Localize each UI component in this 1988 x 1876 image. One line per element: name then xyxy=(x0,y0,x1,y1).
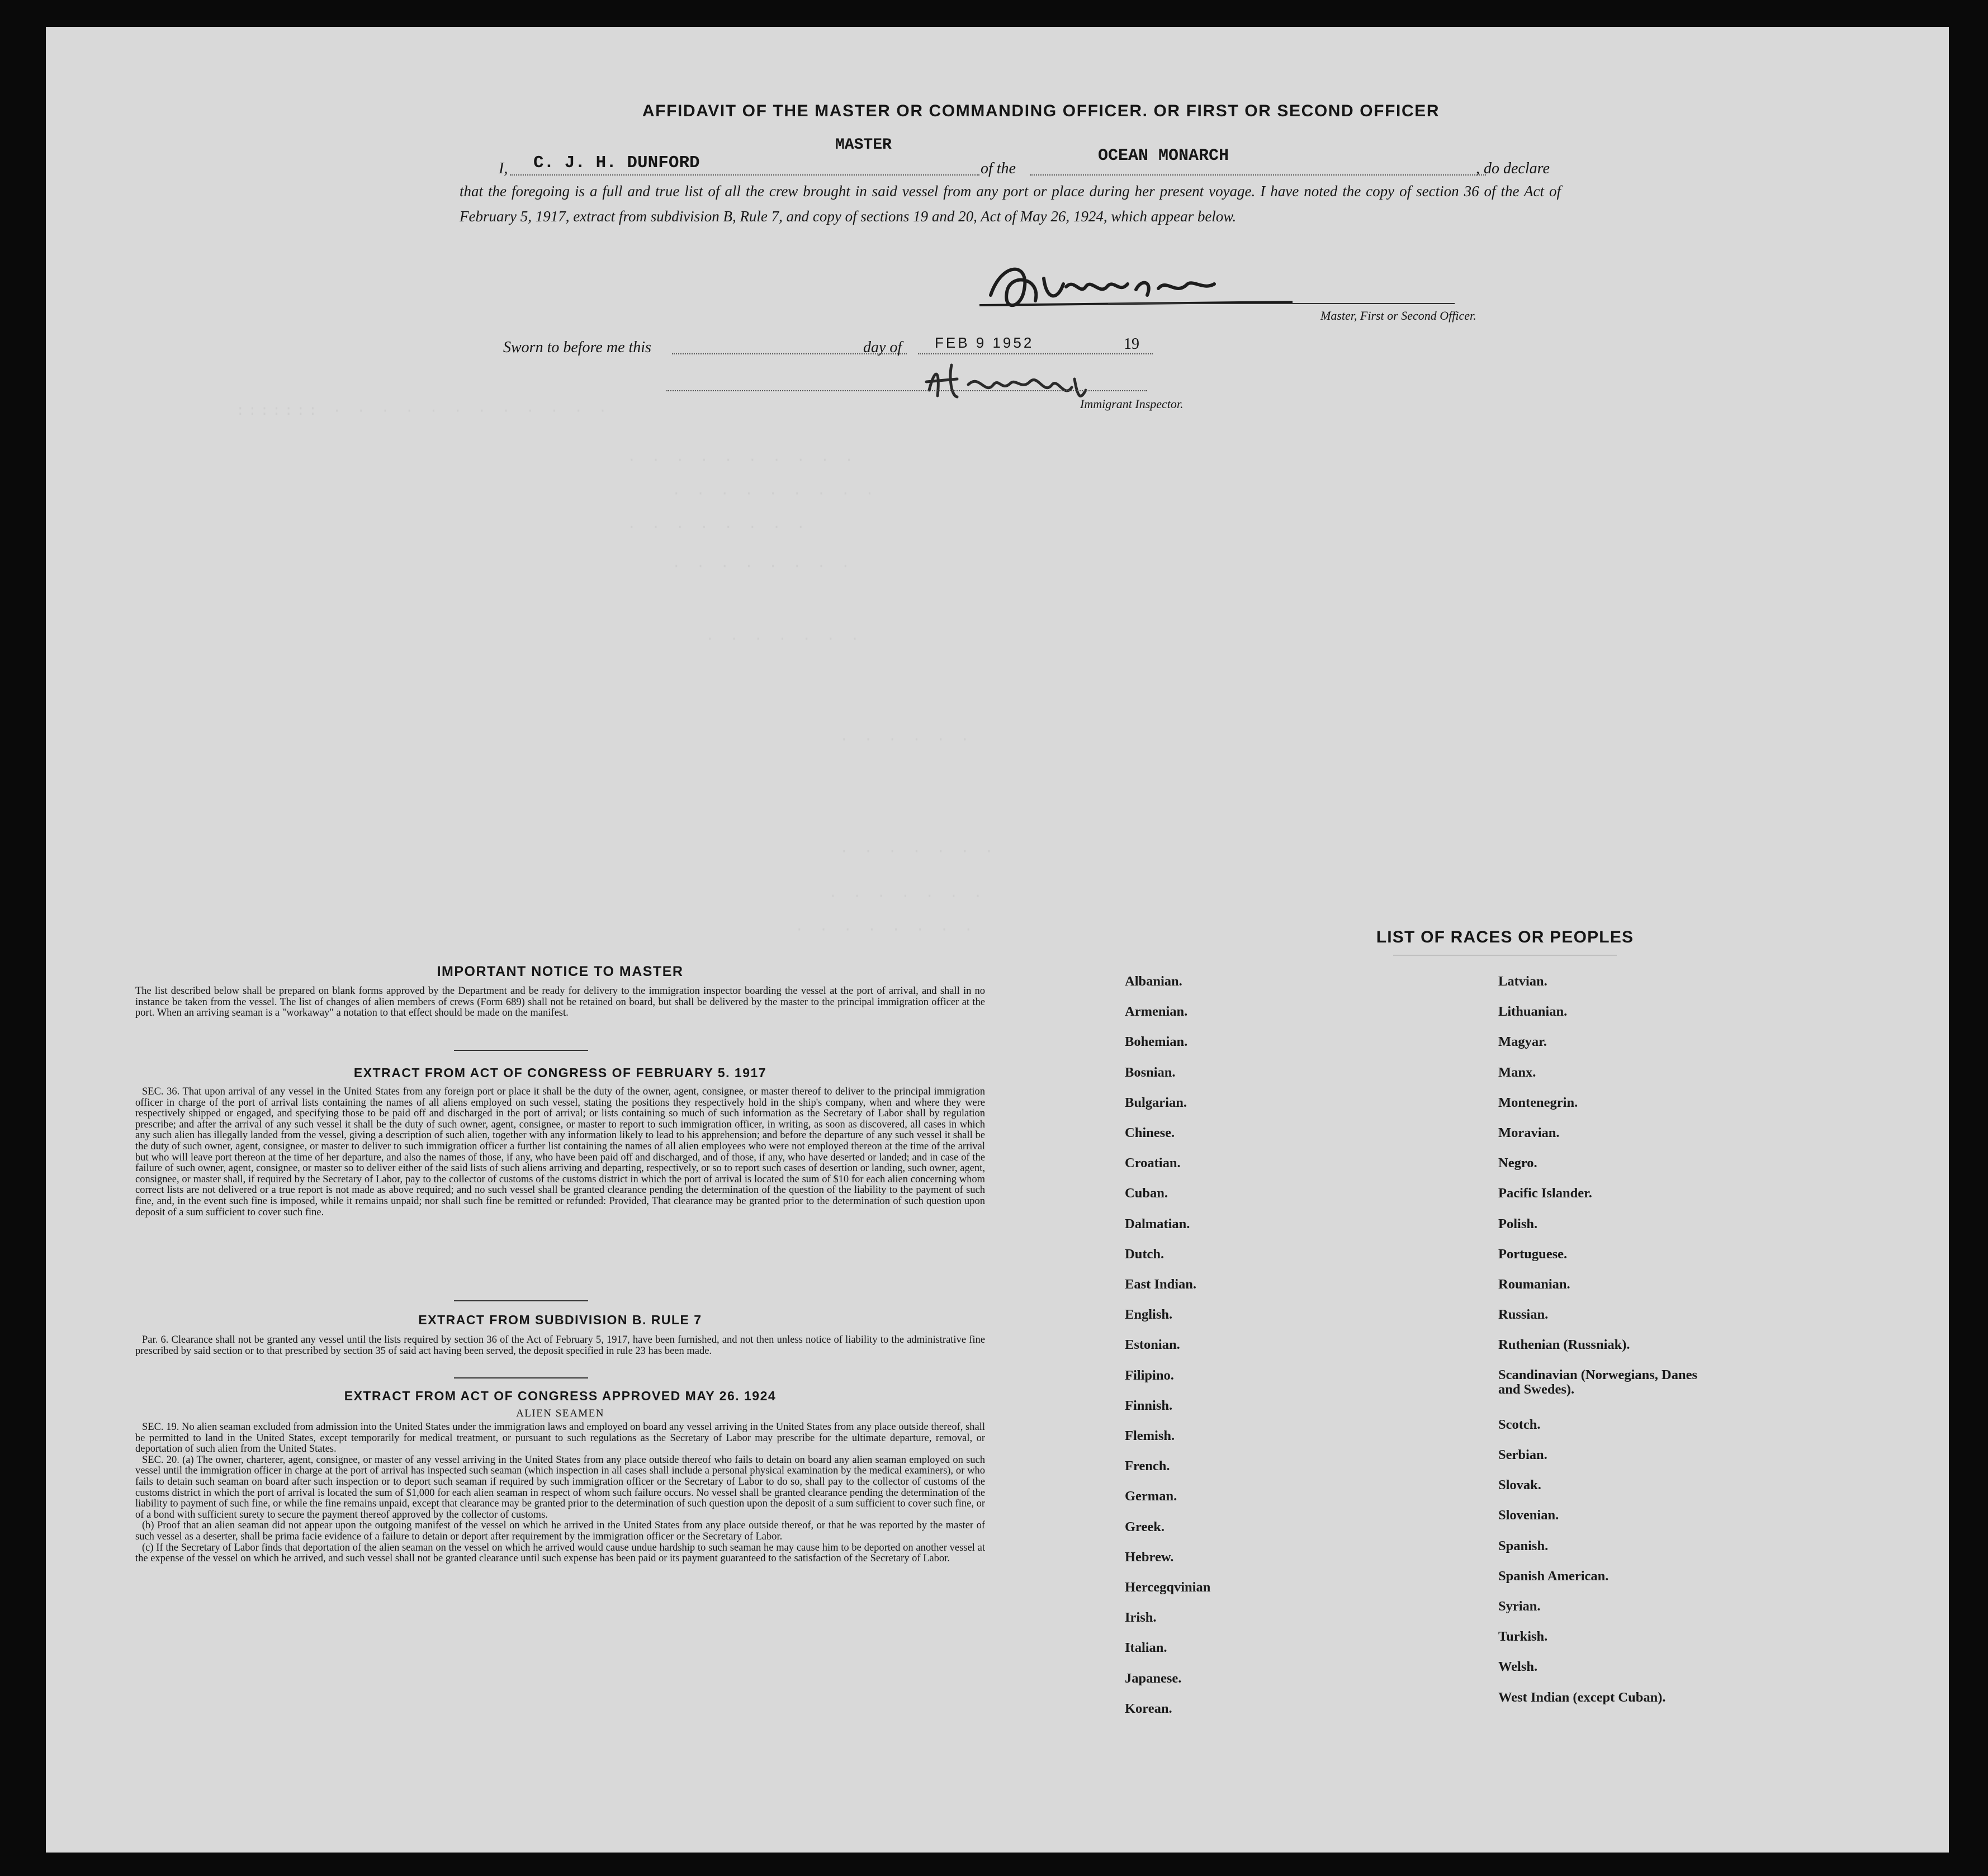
extract-1924-paragraph: SEC. 20. (a) The owner, charterer, agent, consignee, or master of any vessel arriving in the United States from any place outside thereof who fails to detain on board any alien seaman employed on such vessel until the immigration officer in charge at the port of arrival has inspected such seaman (which inspection in all cases shall include a personal physical examination by the medical examiners), or who fails to detain such seaman on board after such inspection or to deport such seaman if required by such immigration officer or the Secretary of Labor to do so, shall pay to the collector of customs of the customs district in which the port of arrival is located the sum of $1,000 for each alien seaman in respect of whom such failure occurs. No vessel shall be granted clearance pending the determination of the liability to payment of such fine, or while the fine remains unpaid, except that clearance may be granted prior to the determination of such question upon the deposit of a sum sufficient to cover such fine, or of a bond with sufficient surety to secure the payment thereof approved by the collector of customs. xyxy=(135,1454,985,1520)
do-declare-label: , do declare xyxy=(1476,160,1550,177)
extract-1924-paragraph: (c) If the Secretary of Labor finds that deportation of the alien seaman on the vessel on which he arrived would cause undue hardship to such seaman he may cause him to be deported on another vessel at the expense of the vessel on which he arrived, and such vessel shall not be granted clearance until such expense has been paid or its payment guaranteed to the satisfaction of the Secretary of Labor. xyxy=(135,1542,985,1565)
race-item: Filipino. xyxy=(1125,1367,1174,1383)
race-item: Hercegqvinian xyxy=(1125,1580,1211,1595)
extract-1924-paragraph: (b) Proof that an alien seaman did not appear upon the outgoing manifest of the vessel on which he arrived in the United States from any place outside thereof, or that he was reported by the master of such vessel as a deserter, shall be prima facie evidence of a failure to detain or deport after requirement by the immigration officer or the Secretary of Labor. xyxy=(135,1520,985,1542)
race-item: Finnish. xyxy=(1125,1397,1173,1413)
race-item: Armenian. xyxy=(1125,1004,1188,1020)
race-item: Moravian. xyxy=(1498,1125,1560,1140)
extract-1924-body xyxy=(135,1422,985,1565)
race-item: Pacific Islander. xyxy=(1498,1186,1592,1201)
race-item: Dutch. xyxy=(1125,1246,1165,1262)
race-item: Croatian. xyxy=(1125,1155,1181,1171)
affidavit-body: that the foregoing is a full and true list of all the crew brought in said vessel from any port or place during her present voyage. I have noted the copy of section 36 of the Act of February 5, 1917, extract from subdivision B, Rule 7, and copy of sections 19 and 20, Act of May 26, 1924, which appear below. xyxy=(460,183,1561,225)
race-item: Slovenian. xyxy=(1498,1508,1559,1523)
race-item: Korean. xyxy=(1125,1700,1172,1716)
race-item: Bohemian. xyxy=(1125,1034,1188,1050)
race-item: Syrian. xyxy=(1498,1599,1541,1614)
race-item: Polish. xyxy=(1498,1216,1538,1231)
day-of-label: day of xyxy=(863,339,902,356)
race-item: Dalmatian. xyxy=(1125,1216,1190,1231)
race-item: Flemish. xyxy=(1125,1428,1175,1443)
race-item: Magyar. xyxy=(1498,1034,1547,1050)
race-item: Hebrew. xyxy=(1125,1549,1174,1565)
race-item: Turkish. xyxy=(1498,1629,1548,1645)
master-signature xyxy=(968,256,1304,323)
race-item: Welsh. xyxy=(1498,1659,1538,1675)
year-suffix: 19 xyxy=(1124,335,1139,353)
date-stamp: FEB 9 1952 xyxy=(935,334,1034,351)
race-item: Irish. xyxy=(1125,1610,1157,1626)
sworn-label: Sworn to before me this xyxy=(503,339,651,356)
race-item: Negro. xyxy=(1498,1155,1537,1171)
race-item: Bulgarian. xyxy=(1125,1095,1187,1110)
race-item: Slovak. xyxy=(1498,1477,1541,1493)
extract-rule7-text: Par. 6. Clearance shall not be granted any vessel until the lists required by section 36 of the Act of February 5, 1917, have been furnished, and not then unless notice of liability to the administrative fine prescribed by said section or to that prescribed by section 35 of said act having been served, the deposit specified in rule 23 has been made. xyxy=(135,1334,985,1357)
race-item: English. xyxy=(1125,1307,1173,1323)
master-signature-caption: Master, First or Second Officer. xyxy=(1320,309,1476,323)
race-item: Portuguese. xyxy=(1498,1246,1568,1262)
affidavit-i-label: I, xyxy=(499,160,508,177)
race-item: Serbian. xyxy=(1498,1447,1547,1462)
race-item: Russian. xyxy=(1498,1307,1549,1323)
race-item: Latvian. xyxy=(1498,974,1547,989)
extract-1924-title: EXTRACT FROM ACT OF CONGRESS APPROVED MAY 26. 1924 xyxy=(344,1389,777,1403)
race-item: Estonian. xyxy=(1125,1337,1180,1353)
race-item: Roumanian. xyxy=(1498,1277,1570,1292)
race-item: Chinese. xyxy=(1125,1125,1175,1140)
race-item: German. xyxy=(1125,1489,1177,1504)
race-item: Greek. xyxy=(1125,1519,1165,1534)
race-item: East Indian. xyxy=(1125,1277,1197,1292)
of-the-label: of the xyxy=(981,160,1016,177)
race-item: West Indian (except Cuban). xyxy=(1498,1689,1666,1705)
master-name: C. J. H. DUNFORD xyxy=(533,153,700,173)
race-item: Montenegrin. xyxy=(1498,1095,1578,1110)
race-item: Spanish. xyxy=(1498,1538,1549,1553)
race-item: Cuban. xyxy=(1125,1186,1168,1201)
rank: MASTER xyxy=(835,136,892,154)
extract-1917-title: EXTRACT FROM ACT OF CONGRESS OF FEBRUARY 5. 1917 xyxy=(353,1065,767,1080)
race-item: Scandinavian (Norwegians, Danes and Swedes). xyxy=(1498,1367,1697,1397)
extract-1924-paragraph: SEC. 19. No alien seaman excluded from admission into the United States under the immigration laws and employed on board any vessel arriving in the United States from any place outside thereof, shall be permitted to land in the United States, except temporarily for medical treatment, or pursuant to such regulations as the Secretary of Labor may prescribe for the ultimate departure, removal, or deportation of such alien from the United States. xyxy=(135,1422,985,1455)
races-title: LIST OF RACES OR PEOPLES xyxy=(1376,928,1634,946)
document-page: ::::::: · · · · · · · · · · · · · · · · · · · · · · · · · · · · · · · · · · · · · · · · · · · · · · · · · · · · · · · · · · · · · · · · · · · · · · · · · · · · · · · · · · AFFIDAVIT OF THE MASTER OR COMMANDING OFFICER. OR FIRST OR SECOND OFFICER I, C. J. H. DUNFORD MASTER of the OCEAN MONARCH , do declare that the foregoing is a full and true list of all the crew brought in said vessel from any port or place during her present voyage. I have noted the copy of section 36 of the Act of February 5, 1917, extract from subdivision B, Rule 7, and copy of sections 19 and 20, Act of May 26, 1924, which appear below. Master, First or Second Officer. Sworn to before me this day of FEB 9 1952 19 Immigrant Inspector. IMPORTANT NOTICE TO MASTER The list described below shall be prepared on blank forms approved by the Department and be ready for delivery to the immigration inspector boarding the vessel at the port of arrival, and shall in no instance be taken from the vessel. The list of changes of alien members of crews (Form 689) shall not be retained on board, but shall be delivered by the master to the principal immigration officer at the port. When an arriving seaman is a "workaway" a notation to that effect should be made on the manifest. EXTRACT FROM ACT OF CONGRESS OF FEBRUARY 5. 1917 SEC. 36. That upon arrival of any vessel in the United States from any foreign port or place it shall be the duty of the owner, agent, consignee, or master thereof to deliver to the principal immigration officer in charge of the port of arrival lists containing the names of all aliens employed on such vessel, stating the positions they respectively hold in the ship's company, when and where they were respectively shipped or engaged, and specifying those to be paid off and discharged in the port of arrival; or lists containing so much of such information as the Secretary of Labor shall by regulation prescribe; and after the arrival of any such vessel it shall be the duty of such owner, agent, consignee, or master to report to such immigration officer, in writing, as soon as discovered, all cases in which any such alien has illegally landed from the vessel, giving a description of such alien, together with any information likely to lead to his apprehension; and before the departure of any such vessel it shall be the duty of such owner, agent, consignee, or master to deliver to such immigration officer a further list containing the names of all alien employees who were not employed thereon at the time of the arrival but who will leave port thereon at the time of her departure, and also the names of those, if any, who have been paid off and discharged, and of those, if any, who have deserted or landed; and in case of the failure of such owner, agent, consignee, or master so to deliver either of the said lists of such aliens arriving and departing, respectively, or so to report such cases of desertion or landing, such owner, agent, consignee, or master shall, if required by the Secretary of Labor, pay to the collector of customs of the customs district in which the port of arrival is located the sum of $10 for each alien concerning whom correct lists are not delivered or a true report is not made as above required; and no such vessel shall be granted clearance pending the determination of the question of the liability to the payment of such fine, and, in the event such fine is imposed, while it remains unpaid; nor shall such fine be remitted or refunded: Provided, That clearance may be granted prior to the determination of such question upon deposit of a sum sufficient to cover such fine. EXTRACT FROM SUBDIVISION B. RULE 7 Par. 6. Clearance shall not be granted any vessel until the lists required by section 36 of the Act of February 5, 1917, have been furnished, and not then unless notice of liability to the administrative fine prescribed by said section or to that prescribed by section 35 of said act having been served, the deposit specified in rule 23 has been made. EXTRACT FROM ACT OF CONGRESS APPROVED MAY 26. 1924 ALIEN SEAMEN SEC. 19. No alien seaman excluded from admission into the United States under the immigration laws and employed on board any vessel arriving in the United States from any place outside thereof, shall be permitted to land in the United States, except temporarily for medical treatment, or pursuant to such regulations as the Secretary of Labor may prescribe for the ultimate departure, removal, or deportation of such alien from the United States. SEC. 20. (a) The owner, charterer, agent, consignee, or master of any vessel arriving in the United States from any place outside thereof who fails to detain on board any alien seaman employed on such vessel until the immigration officer in charge at the port of arrival has inspected such seaman (which inspection in all cases shall include a personal physical examination by the medical examiners), or who fails to detain such seaman on board after such inspection or to deport such seaman if required by such immigration officer or the Secretary of Labor to do so, shall pay to the collector of customs of the customs district in which the port of arrival is located the sum of $1,000 for each alien seaman in respect of whom such failure occurs. No vessel shall be granted clearance pending the determination of the liability to payment of such fine, or while the fine remains unpaid, except that clearance may be granted prior to the determination of such question upon the deposit of a sum sufficient to cover such fine, or of a bond with sufficient surety to secure the payment thereof approved by the collector of customs. (b) Proof that an alien seaman did not appear upon the outgoing manifest of the vessel on which he arrived in the United States from any place outside thereof, or that he was reported by the master of such vessel as a deserter, shall be prima facie evidence of a failure to detain or deport after requirement by the immigration officer or the Secretary of Labor. (c) If the Secretary of Labor finds that deportation of the alien seaman on the vessel on which he arrived would cause undue hardship to such seaman he may cause him to be deported on another vessel at the expense of the vessel on which he arrived, and such vessel shall not be granted clearance until such expense has been paid or its payment guaranteed to the satisfaction of the Secretary of Labor. LIST OF RACES OR PEOPLES Albanian. Armenian. Bohemian. Bosnian. Bulgarian. Chinese. Croatian. Cuban. Dalmatian. Dutch. East Indian. English. Estonian. Filipino. Finnish. Flemish. French. German. Greek. Hebrew. Hercegqvinian Irish. Italian. Japanese. Korean. Latvian. Lithuanian. Magyar. Manx. Montenegrin. Moravian. Negro. Pacific Islander. Polish. Portuguese. Roumanian. Russian. Ruthenian (Russniak). Scandinavian (Norwegians, Danes and Swedes). Scotch. Serbian. Slovak. Slovenian. Spanish. Spanish American. Syrian. Turkish. Welsh. West Indian (except Cuban). xyxy=(46,27,1949,1853)
race-item: French. xyxy=(1125,1458,1170,1474)
extract-1917-text: SEC. 36. That upon arrival of any vessel in the United States from any foreign port or place it shall be the duty of the owner, agent, consignee, or master thereof to deliver to the principal immigration officer in charge of the port of arrival lists containing the names of all aliens employed on such vessel, stating the positions they respectively hold in the ship's company, when and where they were respectively shipped or engaged, and specifying those to be paid off and discharged in the port of arrival; or lists containing so much of such information as the Secretary of Labor shall by regulation prescribe; and after the arrival of any such vessel it shall be the duty of such owner, agent, consignee, or master to report to such immigration officer, in writing, as soon as discovered, all cases in which any such alien has illegally landed from the vessel, giving a description of such alien, together with any information likely to lead to his apprehension; and before the departure of any such vessel it shall be the duty of such owner, agent, consignee, or master to deliver to such immigration officer a further list containing the names of all alien employees who were not employed thereon at the time of the arrival but who will leave port thereon at the time of her departure, and also the names of those, if any, who have been paid off and discharged, and of those, if any, who have deserted or landed; and in case of the failure of such owner, agent, consignee, or master so to deliver either of the said lists of such aliens arriving and departing, respectively, or so to report such cases of desertion or landing, such owner, agent, consignee, or master shall, if required by the Secretary of Labor, pay to the collector of customs of the customs district in which the port of arrival is located the sum of $10 for each alien concerning whom correct lists are not delivered or a true report is not made as above required; and no such vessel shall be granted clearance pending the determination of the question of the liability to the payment of such fine, and, in the event such fine is imposed, while it remains unpaid; nor shall such fine be remitted or refunded: Provided, That clearance may be granted prior to the determination of such question upon deposit of a sum sufficient to cover such fine. xyxy=(135,1086,985,1218)
race-item: Manx. xyxy=(1498,1064,1536,1080)
affidavit-title: AFFIDAVIT OF THE MASTER OR COMMANDING OFFICER. OR FIRST OR SECOND OFFICER xyxy=(642,102,1440,120)
vessel-name: OCEAN MONARCH xyxy=(1098,146,1229,165)
extract-rule7-title: EXTRACT FROM SUBDIVISION B. RULE 7 xyxy=(418,1313,702,1327)
race-item: Scotch. xyxy=(1498,1417,1541,1432)
notice-text: The list described below shall be prepared on blank forms approved by the Department and be ready for delivery to the immigration inspector boarding the vessel at the port of arrival, and shall in no instance be taken from the vessel. The list of changes of alien members of crews (Form 689) shall not be retained on board, but shall be delivered by the master to the principal immigration officer at the port. When an arriving seaman is a "workaway" a notation to that effect should be made on the manifest. xyxy=(135,986,985,1019)
race-item: Ruthenian (Russniak). xyxy=(1498,1337,1630,1353)
race-item: Italian. xyxy=(1125,1640,1167,1656)
race-item: Spanish American. xyxy=(1498,1568,1609,1584)
race-item: Lithuanian. xyxy=(1498,1004,1568,1020)
race-item: Japanese. xyxy=(1125,1670,1182,1686)
race-item: Bosnian. xyxy=(1125,1064,1176,1080)
race-item: Albanian. xyxy=(1125,974,1182,989)
notice-title: IMPORTANT NOTICE TO MASTER xyxy=(437,964,684,979)
extract-1924-subtitle: ALIEN SEAMEN xyxy=(516,1408,604,1419)
inspector-caption: Immigrant Inspector. xyxy=(1080,397,1184,411)
